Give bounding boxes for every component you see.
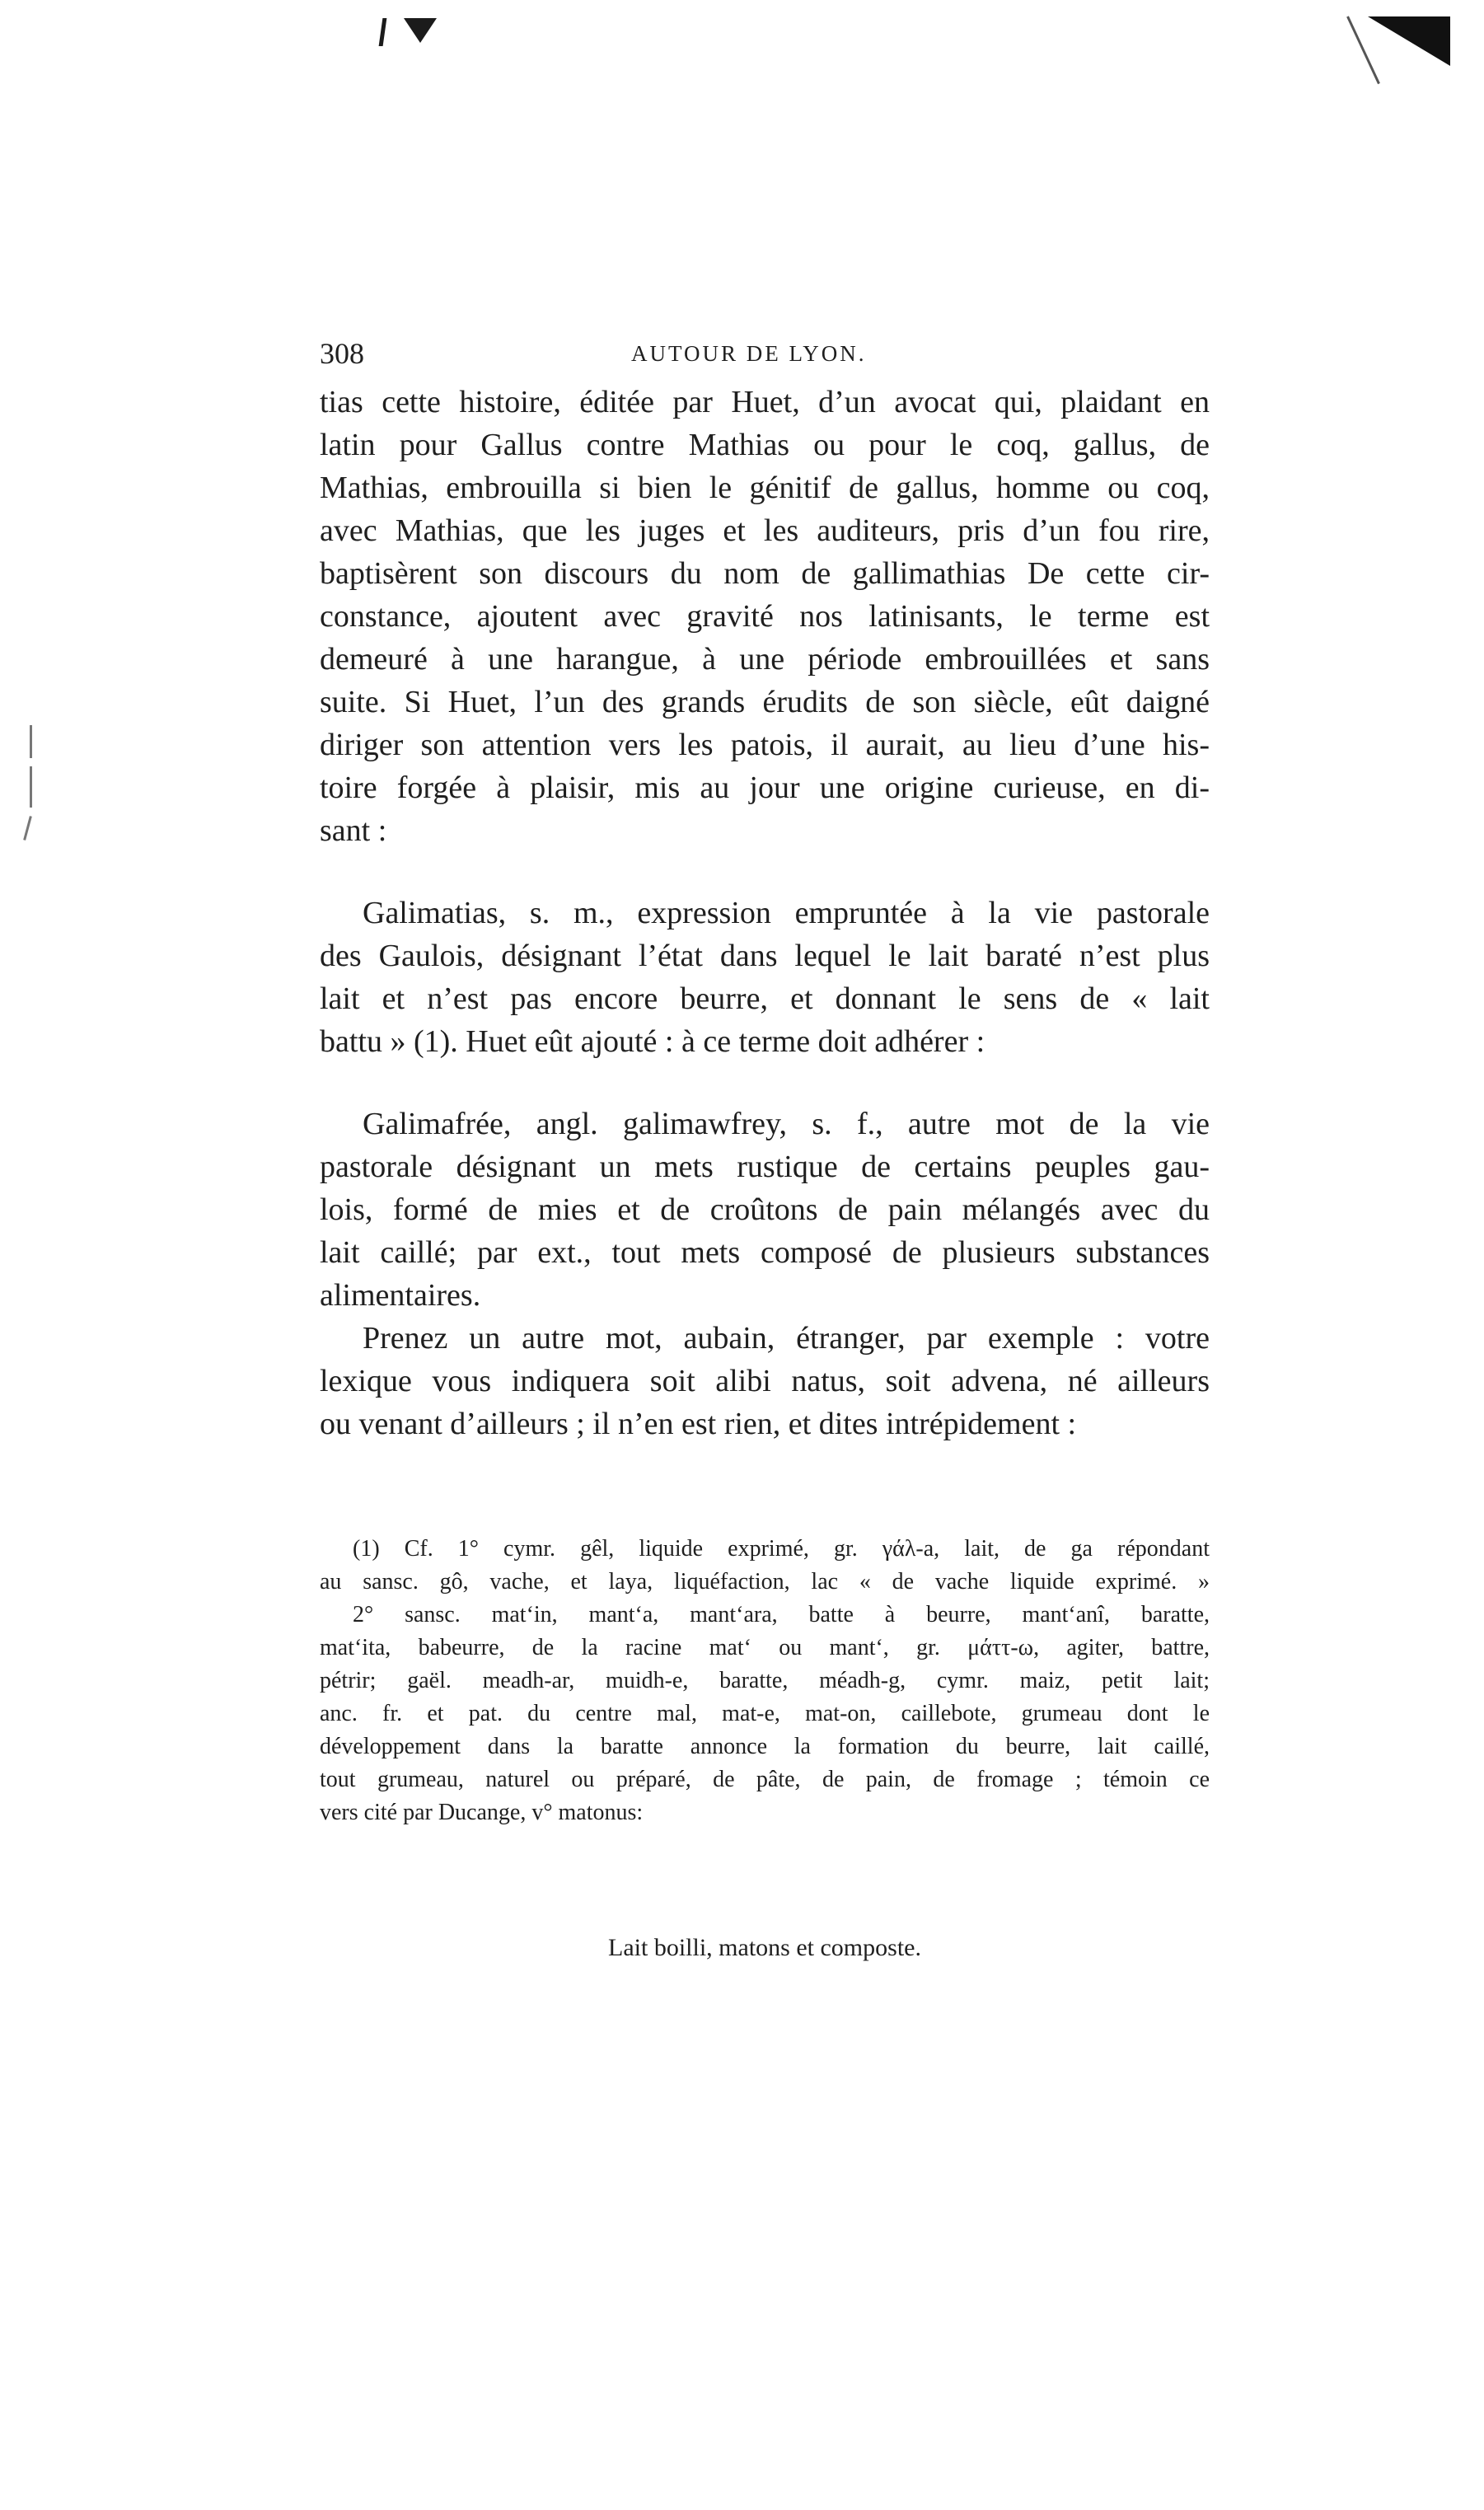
- margin-mark: [23, 816, 32, 841]
- text-line: lexique vous indiquera soit alibi natus, soit advena, né ailleurs: [320, 1364, 1210, 1398]
- text-line: toire forgée à plaisir, mis au jour une origine curieuse, en di-: [320, 770, 1210, 805]
- definition-line: lois, formé de mies et de croûtons de pain mélangés avec du: [320, 1192, 1210, 1227]
- definition-line: lait caillé; par ext., tout mets composé de plusieurs substances: [320, 1235, 1210, 1270]
- running-title: AUTOUR DE LYON.: [631, 341, 867, 366]
- text-line: diriger son attention vers les patois, il aurait, au lieu d’une his-: [320, 728, 1210, 762]
- footnote: [320, 1533, 1210, 1829]
- text-line: demeuré à une harangue, à une période embrouillées et sans: [320, 642, 1210, 677]
- text-line: sant :: [320, 813, 387, 848]
- text-line: ou venant d’ailleurs ; il n’en est rien, et dites intrépidement :: [320, 1407, 1077, 1441]
- definition-line: des Gaulois, désignant l’état dans lequel le lait baraté n’est plus: [320, 939, 1210, 973]
- text-line: latin pour Gallus contre Mathias ou pour le coq, gallus, de: [320, 428, 1210, 462]
- page-number: 308: [320, 337, 364, 370]
- footnote-line: développement dans la baratte annonce la formation du beurre, lait caillé,: [320, 1734, 1210, 1759]
- scan-mark: [404, 18, 437, 43]
- text-line: baptisèrent son discours du nom de gallimathias De cette cir-: [320, 556, 1210, 591]
- footnote-line: pétrir; gaël. meadh-ar, muidh-e, baratte, méadh-g, cymr. maiz, petit lait;: [320, 1668, 1210, 1693]
- text-line: tias cette histoire, éditée par Huet, d’un avocat qui, plaidant en: [320, 385, 1210, 419]
- text-line: suite. Si Huet, l’un des grands érudits de son siècle, eût daigné: [320, 685, 1210, 719]
- footnote-line: mat‘ita, babeurre, de la racine mat‘ ou mant‘, gr. μάττ-ω, agiter, battre,: [320, 1635, 1210, 1660]
- definition-line: pastorale désignant un mets rustique de certains peuples gau-: [320, 1150, 1210, 1184]
- body-text: [320, 381, 1210, 1445]
- margin-mark: [30, 766, 32, 808]
- definition-line: alimentaires.: [320, 1278, 481, 1313]
- text-line: avec Mathias, que les juges et les auditeurs, pris d’un fou rire,: [320, 513, 1210, 548]
- text-line: Mathias, embrouilla si bien le génitif de gallus, homme ou coq,: [320, 471, 1210, 505]
- text-line: Prenez un autre mot, aubain, étranger, par exemple : votre: [363, 1321, 1210, 1356]
- quoted-verse: Lait boilli, matons et composte.: [608, 1934, 921, 1961]
- text-line: constance, ajoutent avec gravité nos latinisants, le terme est: [320, 599, 1210, 634]
- footnote-line: (1) Cf. 1° cymr. gêl, liquide exprimé, gr. γάλ-a, lait, de ga répondant: [353, 1536, 1210, 1562]
- definition-line: Galimatias, s. m., expression empruntée à la vie pastorale: [363, 896, 1210, 930]
- footnote-line: vers cité par Ducange, v° matonus:: [320, 1800, 644, 1825]
- definition-line: battu » (1). Huet eût ajouté : à ce terme doit adhérer :: [320, 1024, 985, 1059]
- scan-mark: [379, 18, 387, 46]
- scan-corner-mark: [1368, 16, 1450, 66]
- definition-line: Galimafrée, angl. galimawfrey, s. f., autre mot de la vie: [363, 1107, 1210, 1141]
- footnote-line: tout grumeau, naturel ou préparé, de pâte, de pain, de fromage ; témoin ce: [320, 1767, 1210, 1792]
- margin-mark: [30, 725, 32, 758]
- footnote-line: au sansc. gô, vache, et laya, liquéfaction, lac « de vache liquide exprimé. »: [320, 1569, 1210, 1595]
- definition-line: lait et n’est pas encore beurre, et donnant le sens de « lait: [320, 981, 1210, 1016]
- footnote-line: 2° sansc. mat‘in, mant‘a, mant‘ara, batte à beurre, mant‘anî, baratte,: [353, 1602, 1210, 1627]
- footnote-line: anc. fr. et pat. du centre mal, mat-e, mat-on, caillebote, grumeau dont le: [320, 1701, 1210, 1726]
- page-header: [320, 336, 1210, 372]
